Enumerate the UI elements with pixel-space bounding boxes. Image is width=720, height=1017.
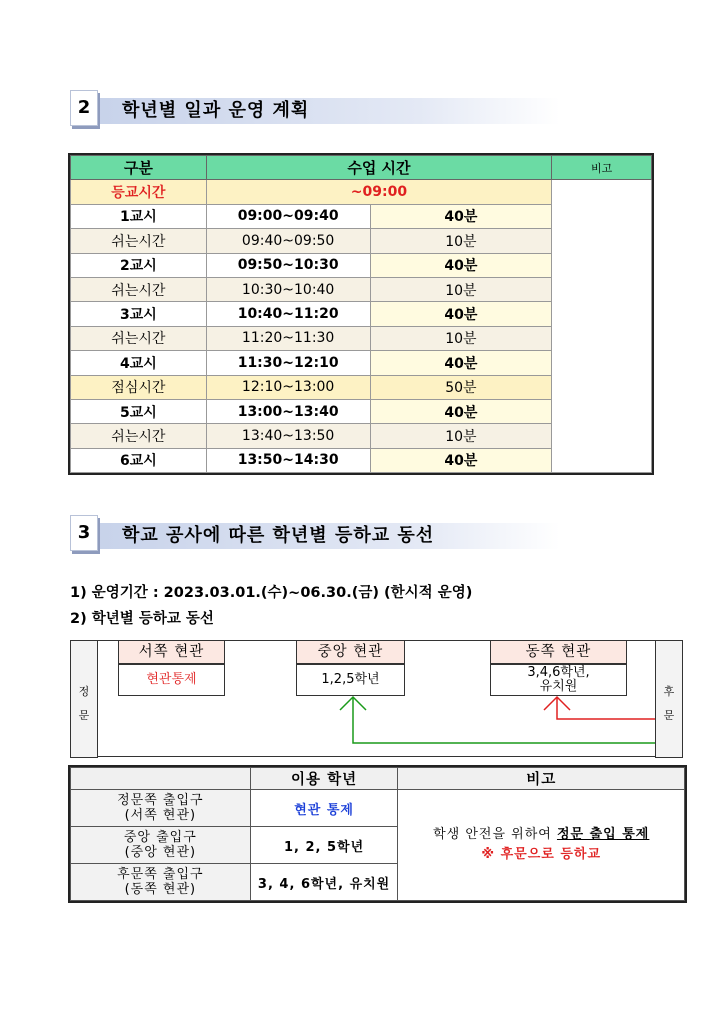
- section-2-heading: [70, 90, 560, 130]
- header-blank: [71, 768, 251, 790]
- period-time: 12:10~13:00: [206, 375, 370, 399]
- period-label: 쉬는시간: [71, 424, 207, 448]
- note-emphasis: 정문 출입 통제: [556, 827, 650, 842]
- period-duration: 40분: [370, 302, 552, 326]
- entrance-grades: 1, 2, 5학년: [250, 827, 398, 864]
- header-note: 비고: [552, 156, 652, 180]
- arrival-label: 등교시간: [71, 180, 207, 204]
- period-label: 2교시: [71, 253, 207, 277]
- route-diagram: [70, 640, 685, 758]
- arrival-row: [71, 180, 652, 204]
- east-grades-line: 유치원: [539, 679, 578, 694]
- info-list: [70, 580, 472, 632]
- note-line: [398, 825, 684, 845]
- note-back-gate: ※ 후문으로 등하교: [481, 847, 602, 862]
- period-time: 13:00~13:40: [206, 399, 370, 423]
- entrance-grades: 3, 4, 6학년, 유치원: [250, 864, 398, 901]
- schedule-header-row: [71, 156, 652, 180]
- period-label: 쉬는시간: [71, 277, 207, 301]
- period-duration: 40분: [370, 204, 552, 228]
- period-time: 11:20~11:30: [206, 326, 370, 350]
- usage-note: [398, 790, 685, 901]
- green-route-arrow: [340, 697, 655, 743]
- west-entrance-status: 현관통제: [118, 664, 225, 696]
- entrance-location: [71, 827, 251, 864]
- entrance-grades: 현관 통제: [250, 790, 398, 827]
- period-duration: 10분: [370, 326, 552, 350]
- section-title: 학교 공사에 따른 학년별 등하교 동선: [122, 525, 435, 546]
- location-sub: (동쪽 현관): [124, 882, 197, 897]
- usage-header-row: [71, 768, 685, 790]
- entrance-location: [71, 790, 251, 827]
- back-gate-char: 후: [663, 685, 675, 698]
- entrance-usage-table: [70, 767, 685, 901]
- central-entrance-title: 중앙 현관: [296, 640, 405, 664]
- period-time: 11:30~12:10: [206, 351, 370, 375]
- period-duration: 50분: [370, 375, 552, 399]
- period-time: 13:40~13:50: [206, 424, 370, 448]
- period-label: 점심시간: [71, 375, 207, 399]
- note-text: 학생 안전을 위하여: [433, 827, 557, 842]
- period-duration: 40분: [370, 253, 552, 277]
- period-label: 6교시: [71, 448, 207, 472]
- location-sub: (서쪽 현관): [124, 808, 197, 823]
- period-duration: 10분: [370, 424, 552, 448]
- front-gate-char: 문: [78, 709, 90, 722]
- red-route-arrow: [544, 697, 655, 719]
- operation-period: 1) 운영기간 : 2023.03.01.(수)~06.30.(금) (한시적 운영): [70, 585, 473, 601]
- section-number: 3: [70, 515, 98, 551]
- location-sub: (중앙 현관): [124, 845, 197, 860]
- period-label: 4교시: [71, 351, 207, 375]
- period-duration: 40분: [370, 448, 552, 472]
- central-entrance-grades: 1,2,5학년: [296, 664, 405, 696]
- header-grade: 이용 학년: [250, 768, 398, 790]
- period-time: 10:30~10:40: [206, 277, 370, 301]
- period-label: 쉬는시간: [71, 229, 207, 253]
- schedule-table: [70, 155, 652, 473]
- east-grades-line: 3,4,6학년,: [527, 665, 590, 680]
- period-label: 3교시: [71, 302, 207, 326]
- table-row: [71, 790, 685, 827]
- period-duration: 10분: [370, 229, 552, 253]
- note-cell: [552, 180, 652, 473]
- period-duration: 40분: [370, 351, 552, 375]
- location-name: 후문쪽 출입구: [117, 867, 204, 882]
- period-time: 09:50~10:30: [206, 253, 370, 277]
- header-category: 구분: [71, 156, 207, 180]
- west-entrance-title: 서쪽 현관: [118, 640, 225, 664]
- period-time: 09:40~09:50: [206, 229, 370, 253]
- period-time: 13:50~14:30: [206, 448, 370, 472]
- arrival-time: ~09:00: [206, 180, 551, 204]
- period-duration: 10분: [370, 277, 552, 301]
- section-title: 학년별 일과 운영 계획: [122, 100, 310, 121]
- east-entrance-title: 동쪽 현관: [490, 640, 627, 664]
- period-label: 쉬는시간: [71, 326, 207, 350]
- header-note: 비고: [398, 768, 685, 790]
- period-label: 5교시: [71, 399, 207, 423]
- route-heading: 2) 학년별 등하교 동선: [70, 611, 214, 627]
- period-time: 10:40~11:20: [206, 302, 370, 326]
- period-time: 09:00~09:40: [206, 204, 370, 228]
- header-time: 수업 시간: [206, 156, 551, 180]
- entrance-location: [71, 864, 251, 901]
- back-gate-char: 문: [663, 709, 675, 722]
- location-name: 정문쪽 출입구: [117, 793, 204, 808]
- front-gate-char: 정: [78, 685, 90, 698]
- section-number: 2: [70, 90, 98, 126]
- route-arrows: [70, 640, 685, 758]
- period-duration: 40분: [370, 399, 552, 423]
- location-name: 중앙 출입구: [123, 830, 197, 845]
- section-3-heading: [70, 515, 560, 555]
- period-label: 1교시: [71, 204, 207, 228]
